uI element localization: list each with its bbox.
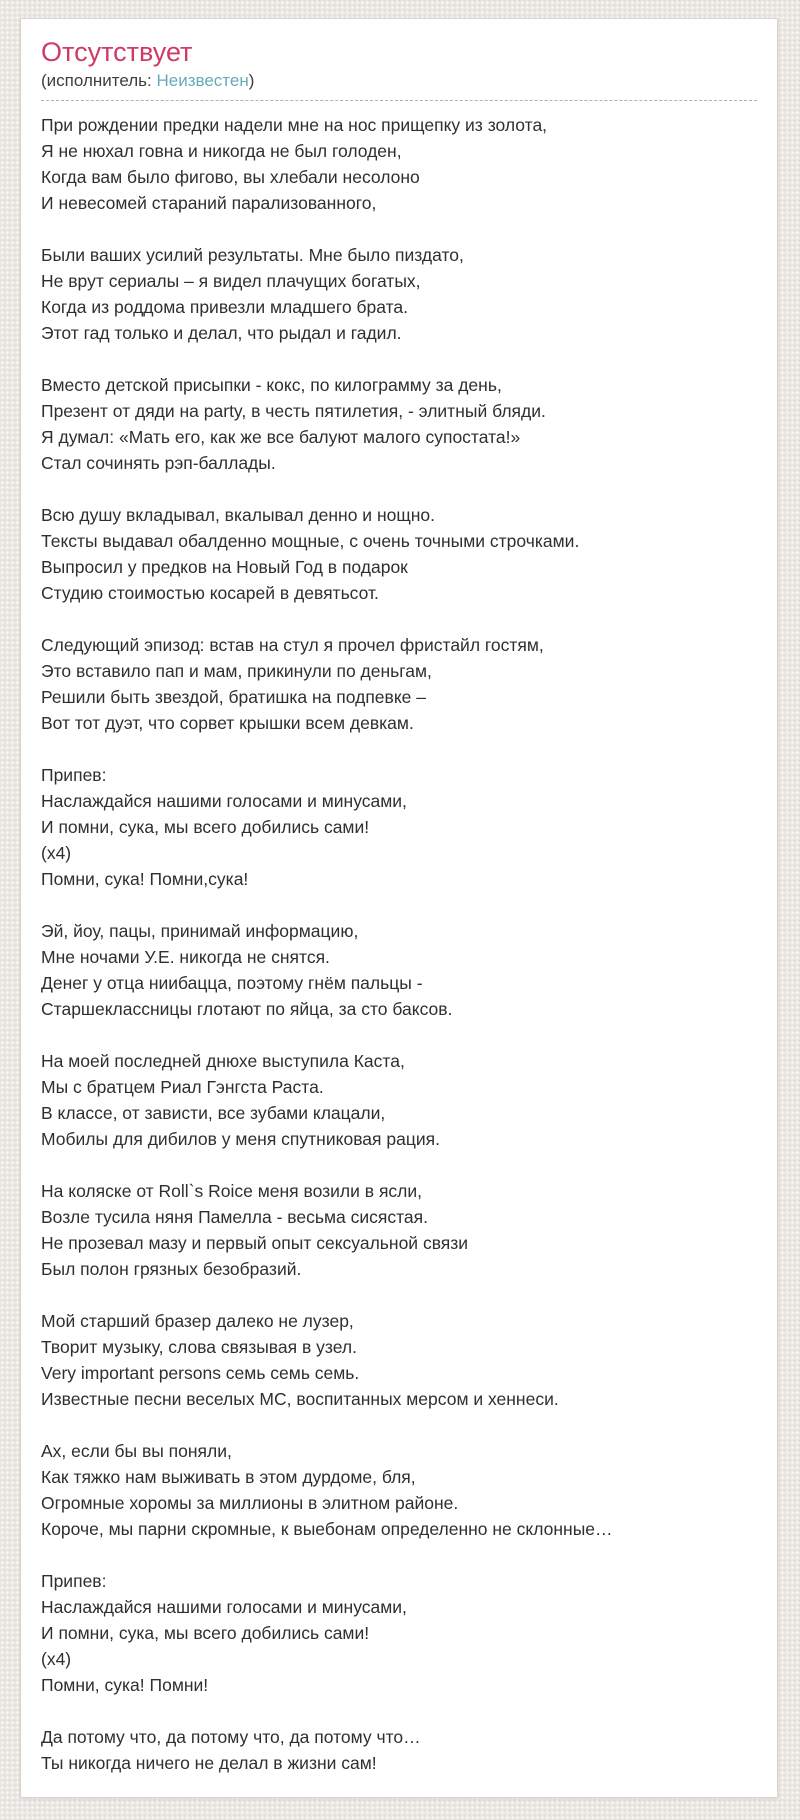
lyrics-stanza <box>41 632 757 736</box>
lyrics-line: Не врут сериалы – я видел плачущих богатых, <box>41 271 421 291</box>
lyrics-stanza <box>41 1178 757 1282</box>
lyrics-line: Когда из роддома привезли младшего брата. <box>41 297 409 317</box>
lyrics-line: Стал сочинять рэп-баллады. <box>41 453 276 473</box>
song-header <box>41 37 757 101</box>
lyrics-stanza <box>41 762 757 892</box>
artist-label-suffix: ) <box>248 71 255 90</box>
lyrics-line: Наслаждайся нашими голосами и минусами, <box>41 1597 407 1617</box>
artist-line <box>41 70 757 101</box>
lyrics-line: Этот гад только и делал, что рыдал и гадил. <box>41 323 402 343</box>
lyrics-line: Вот тот дуэт, что сорвет крышки всем девкам. <box>41 713 414 733</box>
lyrics-line: Презент от дяди на party, в честь пятилетия, - элитный бляди. <box>41 401 546 421</box>
lyrics-line: (х4) <box>41 843 72 863</box>
artist-label-prefix: (исполнитель: <box>41 71 157 90</box>
lyrics-line: Выпросил у предков на Новый Год в подарок <box>41 557 408 577</box>
lyrics-line: Наслаждайся нашими голосами и минусами, <box>41 791 407 811</box>
lyrics-line: И помни, сука, мы всего добились сами! <box>41 817 370 837</box>
lyrics-line: Припев: <box>41 765 107 785</box>
lyrics-stanza <box>41 242 757 346</box>
lyrics-line: Огромные хоромы за миллионы в элитном районе. <box>41 1493 459 1513</box>
song-title: Отсутствует <box>41 37 193 67</box>
lyrics-stanza <box>41 112 757 216</box>
lyrics-line: Мой старший бразер далеко не лузер, <box>41 1311 354 1331</box>
lyrics-line: Припев: <box>41 1571 107 1591</box>
lyrics-card <box>20 18 778 1798</box>
lyrics-line: Были ваших усилий результаты. Мне было пиздато, <box>41 245 464 265</box>
lyrics-line: Денег у отца ниибацца, поэтому гнём пальцы - <box>41 973 423 993</box>
lyrics-line: Студию стоимостью косарей в девятьсот. <box>41 583 379 603</box>
lyrics-line: Когда вам было фигово, вы хлебали несолоно <box>41 167 420 187</box>
lyrics-line: Эй, йоу, пацы, принимай информацию, <box>41 921 359 941</box>
lyrics-line: Мобилы для дибилов у меня спутниковая рация. <box>41 1129 440 1149</box>
lyrics-line: Известные песни веселых МС, воспитанных мерсом и хеннеси. <box>41 1389 559 1409</box>
lyrics-line: Мы с братцем Риал Гэнгста Раста. <box>41 1077 324 1097</box>
lyrics-line: Следующий эпизод: встав на стул я прочел фристайл гостям, <box>41 635 544 655</box>
lyrics-line: Ах, если бы вы поняли, <box>41 1441 232 1461</box>
lyrics-line: И помни, сука, мы всего добились сами! <box>41 1623 370 1643</box>
lyrics-line: Я не нюхал говна и никогда не был голоден, <box>41 141 402 161</box>
lyrics-line: При рождении предки надели мне на нос прищепку из золота, <box>41 115 548 135</box>
lyrics-stanza <box>41 1308 757 1412</box>
lyrics-line: Тексты выдавал обалденно мощные, с очень точными строчками. <box>41 531 580 551</box>
lyrics-line: Ты никогда ничего не делал в жизни сам! <box>41 1753 377 1773</box>
lyrics-line: Мне ночами У.Е. никогда не снятся. <box>41 947 330 967</box>
lyrics-line: Старшеклассницы глотают по яйца, за сто баксов. <box>41 999 453 1019</box>
artist-link[interactable]: Неизвестен <box>156 71 249 90</box>
lyrics-line: Это вставило пап и мам, прикинули по деньгам, <box>41 661 432 681</box>
lyrics-line: Короче, мы парни скромные, к выебонам определенно не склонные… <box>41 1519 613 1539</box>
lyrics-line: Да потому что, да потому что, да потому что… <box>41 1727 421 1747</box>
lyrics-stanza <box>41 1048 757 1152</box>
lyrics-line: Помни, сука! Помни,сука! <box>41 869 249 889</box>
lyrics-line: Был полон грязных безобразий. <box>41 1259 302 1279</box>
lyrics-stanza <box>41 1438 757 1542</box>
lyrics-line: Вместо детской присыпки - кокс, по килограмму за день, <box>41 375 502 395</box>
lyrics-line: Не прозевал мазу и первый опыт сексуальной связи <box>41 1233 469 1253</box>
lyrics-stanza <box>41 502 757 606</box>
lyrics-line: Возле тусила няня Памелла - весьма сисястая. <box>41 1207 428 1227</box>
lyrics-line: Как тяжко нам выживать в этом дурдоме, бля, <box>41 1467 416 1487</box>
lyrics-line: Very important persons семь семь семь. <box>41 1363 360 1383</box>
lyrics-stanza <box>41 1568 757 1698</box>
lyrics-line: И невесомей стараний парализованного, <box>41 193 377 213</box>
lyrics-line: (х4) <box>41 1649 72 1669</box>
lyrics-line: Всю душу вкладывал, вкалывал денно и нощно. <box>41 505 435 525</box>
lyrics-line: На коляске от Roll`s Roice меня возили в ясли, <box>41 1181 423 1201</box>
lyrics-line: На моей последней днюхе выступила Каста, <box>41 1051 405 1071</box>
lyrics-line: Помни, сука! Помни! <box>41 1675 209 1695</box>
lyrics-stanza <box>41 372 757 476</box>
lyrics-line: Решили быть звездой, братишка на подпевке – <box>41 687 426 707</box>
lyrics-line: В классе, от зависти, все зубами клацали, <box>41 1103 386 1123</box>
lyrics-stanza <box>41 918 757 1022</box>
lyrics-line: Я думал: «Мать его, как же все балуют малого супостата!» <box>41 427 521 447</box>
lyrics-stanza <box>41 1724 757 1776</box>
lyrics-line: Творит музыку, слова связывая в узел. <box>41 1337 357 1357</box>
lyrics-text <box>41 112 757 1776</box>
